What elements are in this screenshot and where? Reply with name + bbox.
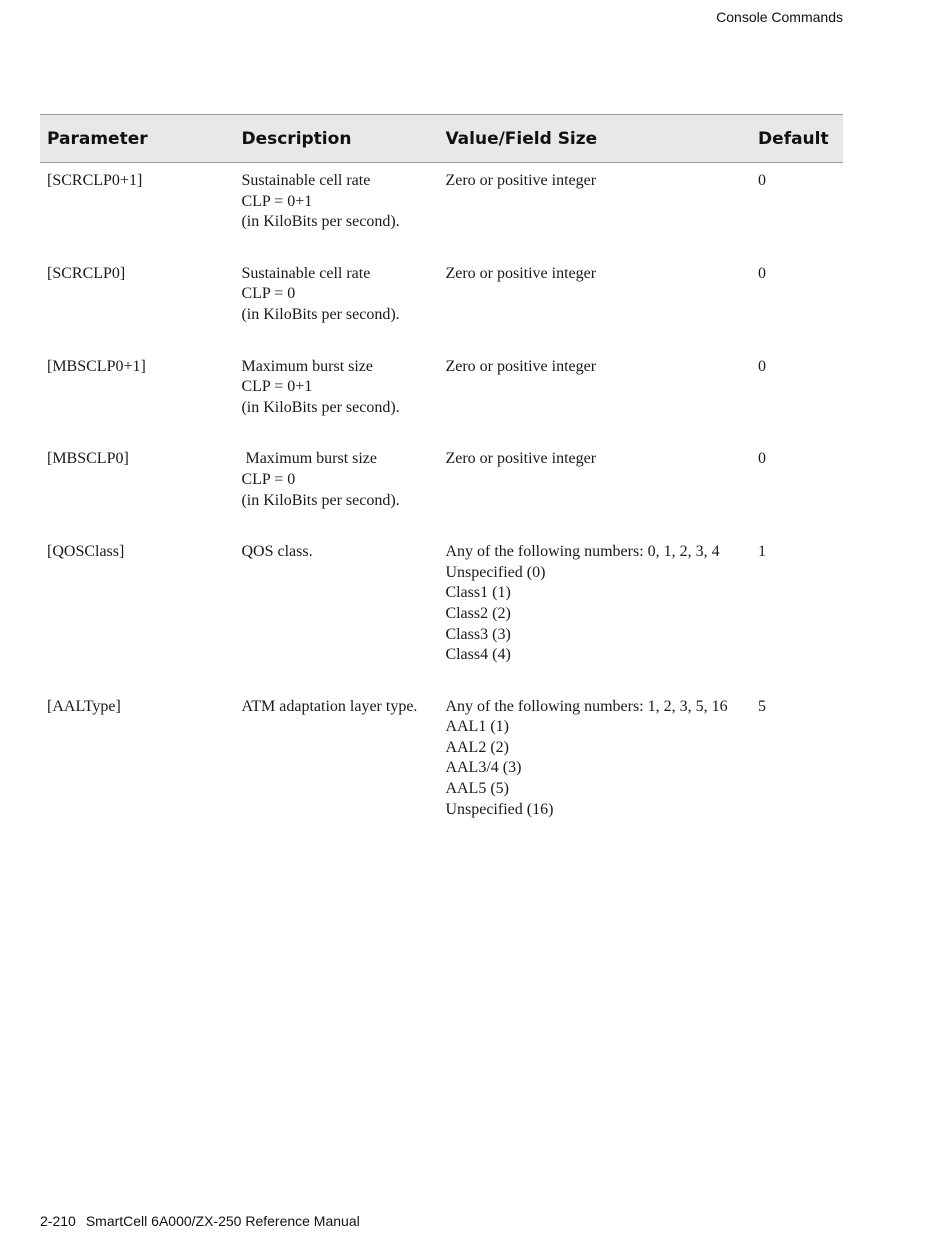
column-header-description: Description — [234, 115, 438, 163]
description-line: (in KiloBits per second). — [241, 305, 400, 323]
running-header: Console Commands — [716, 9, 843, 25]
description-line: Sustainable cell rate — [241, 264, 371, 282]
table-row — [40, 256, 843, 349]
column-header-parameter: Parameter — [40, 115, 234, 163]
description-line: (in KiloBits per second). — [241, 213, 400, 231]
cell-value — [438, 163, 751, 256]
table-row — [40, 689, 843, 844]
value-line: Class2 (2) — [445, 604, 511, 622]
description-line: CLP = 0 — [241, 285, 296, 303]
parameter-table — [40, 114, 843, 843]
cell-value — [438, 689, 751, 844]
page-footer — [40, 1213, 360, 1229]
cell-default: 1 — [758, 543, 767, 561]
cell-description — [234, 534, 438, 689]
value-line: AAL3/4 (3) — [445, 759, 522, 777]
value-line: Unspecified (0) — [445, 563, 546, 581]
value-line: Zero or positive integer — [445, 357, 597, 375]
column-header-default: Default — [751, 115, 843, 163]
cell-value — [438, 349, 751, 442]
cell-parameter: [AALType] — [47, 697, 121, 715]
value-line: Zero or positive integer — [445, 264, 597, 282]
table-row — [40, 534, 843, 689]
cell-parameter: [QOSClass] — [47, 543, 125, 561]
value-line: Class1 (1) — [445, 584, 511, 602]
cell-value — [438, 256, 751, 349]
cell-description — [234, 256, 438, 349]
page-number: 2-210 — [40, 1213, 76, 1229]
value-line: Any of the following numbers: 0, 1, 2, 3, 4 — [445, 543, 720, 561]
description-line: Maximum burst size — [241, 450, 378, 468]
table-row — [40, 441, 843, 534]
cell-default: 0 — [758, 357, 767, 375]
cell-value — [438, 534, 751, 689]
cell-default: 0 — [758, 172, 767, 189]
cell-parameter: [SCRCLP0] — [47, 264, 126, 282]
value-line: AAL2 (2) — [445, 738, 509, 756]
table-body — [40, 163, 843, 844]
cell-description — [234, 689, 438, 844]
value-line: Class4 (4) — [445, 646, 511, 664]
cell-default: 5 — [758, 697, 767, 715]
table-row — [40, 349, 843, 442]
cell-value — [438, 441, 751, 534]
cell-description — [234, 441, 438, 534]
description-line: CLP = 0+1 — [241, 378, 313, 396]
value-line: AAL1 (1) — [445, 718, 509, 736]
column-header-value: Value/Field Size — [438, 115, 751, 163]
value-line: Zero or positive integer — [445, 172, 597, 189]
value-line: Class3 (3) — [445, 625, 511, 643]
manual-title: SmartCell 6A000/ZX-250 Reference Manual — [85, 1213, 360, 1229]
cell-parameter: [MBSCLP0+1] — [47, 357, 146, 375]
cell-description — [234, 349, 438, 442]
description-line: ATM adaptation layer type. — [241, 697, 418, 715]
value-line: AAL5 (5) — [445, 780, 509, 798]
cell-description — [234, 163, 438, 256]
description-line: CLP = 0 — [241, 470, 296, 488]
description-line: Sustainable cell rate — [241, 172, 371, 189]
cell-default: 0 — [758, 264, 767, 282]
description-line: Maximum burst size — [241, 357, 374, 375]
value-line: Any of the following numbers: 1, 2, 3, 5, 16 — [445, 697, 728, 715]
table-row — [40, 163, 843, 256]
cell-default: 0 — [758, 450, 767, 468]
cell-parameter: [MBSCLP0] — [47, 450, 129, 468]
description-line: CLP = 0+1 — [241, 192, 313, 210]
cell-parameter: [SCRCLP0+1] — [47, 172, 143, 189]
value-line: Unspecified (16) — [445, 800, 554, 818]
description-line: (in KiloBits per second). — [241, 491, 400, 509]
value-line: Zero or positive integer — [445, 450, 597, 468]
description-line: (in KiloBits per second). — [241, 398, 400, 416]
description-line: QOS class. — [241, 543, 313, 561]
table-header-row — [40, 115, 843, 163]
